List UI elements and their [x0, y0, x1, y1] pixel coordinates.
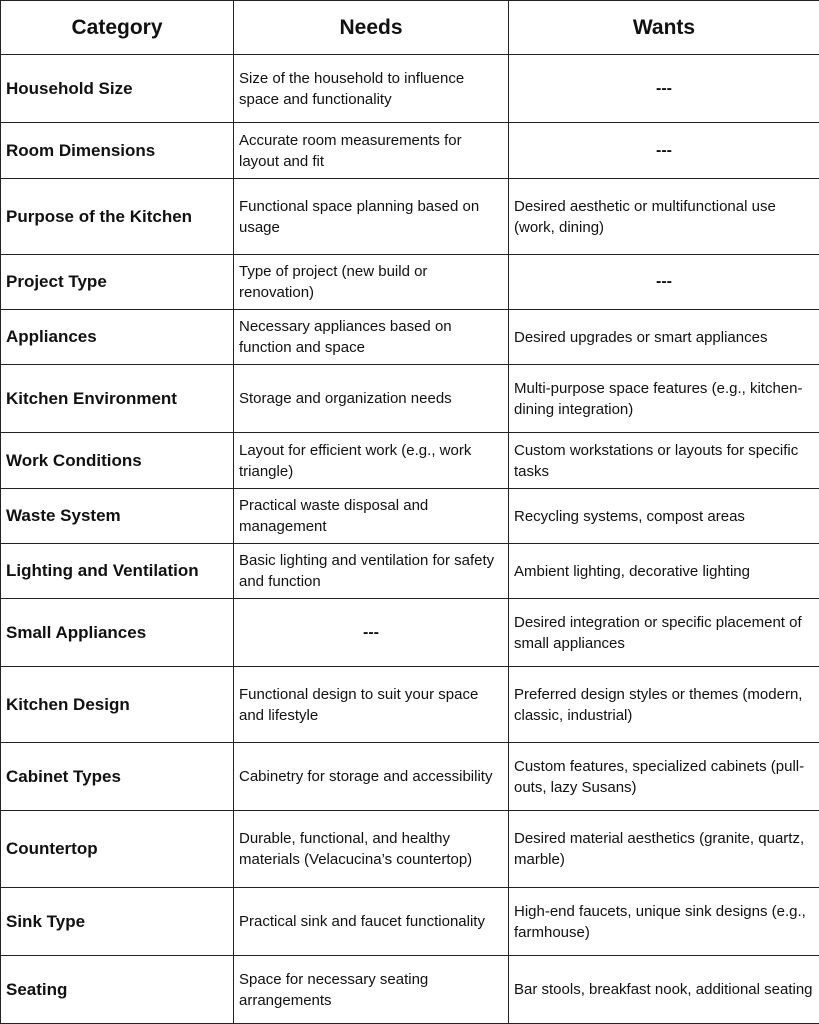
wants-cell: Preferred design styles or themes (modern, classic, industrial)	[509, 667, 819, 743]
needs-cell: Basic lighting and ventilation for safety and function	[234, 544, 509, 599]
needs-cell: Practical sink and faucet functionality	[234, 888, 509, 956]
table-row	[1, 433, 819, 489]
table-row	[1, 179, 819, 255]
header-wants: Wants	[509, 1, 819, 55]
wants-cell: ---	[509, 123, 819, 179]
table-row	[1, 956, 819, 1024]
table-row	[1, 544, 819, 599]
wants-cell: ---	[509, 55, 819, 123]
category-cell: Sink Type	[1, 888, 234, 956]
category-cell: Work Conditions	[1, 433, 234, 489]
wants-cell: Multi-purpose space features (e.g., kitchen-dining integration)	[509, 365, 819, 433]
table-row	[1, 255, 819, 310]
table-row	[1, 489, 819, 544]
table-row	[1, 310, 819, 365]
wants-cell: Ambient lighting, decorative lighting	[509, 544, 819, 599]
category-cell: Household Size	[1, 55, 234, 123]
needs-cell: Storage and organization needs	[234, 365, 509, 433]
category-cell: Kitchen Design	[1, 667, 234, 743]
wants-cell: Custom workstations or layouts for specific tasks	[509, 433, 819, 489]
table-row	[1, 365, 819, 433]
category-cell: Countertop	[1, 811, 234, 888]
category-cell: Lighting and Ventilation	[1, 544, 234, 599]
wants-cell: Bar stools, breakfast nook, additional seating	[509, 956, 819, 1024]
category-cell: Project Type	[1, 255, 234, 310]
wants-cell: Recycling systems, compost areas	[509, 489, 819, 544]
needs-cell: Durable, functional, and healthy materials (Velacucina’s countertop)	[234, 811, 509, 888]
table-row	[1, 667, 819, 743]
category-cell: Seating	[1, 956, 234, 1024]
wants-cell: Custom features, specialized cabinets (pull-outs, lazy Susans)	[509, 743, 819, 811]
table-row	[1, 743, 819, 811]
category-cell: Small Appliances	[1, 599, 234, 667]
category-cell: Purpose of the Kitchen	[1, 179, 234, 255]
header-category: Category	[1, 1, 234, 55]
wants-cell: High-end faucets, unique sink designs (e.g., farmhouse)	[509, 888, 819, 956]
needs-cell: Functional space planning based on usage	[234, 179, 509, 255]
wants-cell: Desired integration or specific placement of small appliances	[509, 599, 819, 667]
category-cell: Waste System	[1, 489, 234, 544]
needs-cell: ---	[234, 599, 509, 667]
wants-cell: Desired aesthetic or multifunctional use (work, dining)	[509, 179, 819, 255]
table-row	[1, 811, 819, 888]
category-cell: Appliances	[1, 310, 234, 365]
category-cell: Kitchen Environment	[1, 365, 234, 433]
header-needs: Needs	[234, 1, 509, 55]
needs-cell: Necessary appliances based on function and space	[234, 310, 509, 365]
needs-cell: Space for necessary seating arrangements	[234, 956, 509, 1024]
wants-cell: Desired material aesthetics (granite, quartz, marble)	[509, 811, 819, 888]
table-row	[1, 888, 819, 956]
needs-cell: Cabinetry for storage and accessibility	[234, 743, 509, 811]
needs-cell: Type of project (new build or renovation)	[234, 255, 509, 310]
needs-cell: Practical waste disposal and management	[234, 489, 509, 544]
wants-cell: Desired upgrades or smart appliances	[509, 310, 819, 365]
needs-cell: Layout for efficient work (e.g., work triangle)	[234, 433, 509, 489]
header-row	[1, 1, 819, 55]
needs-cell: Size of the household to influence space and functionality	[234, 55, 509, 123]
table-row	[1, 55, 819, 123]
category-cell: Cabinet Types	[1, 743, 234, 811]
table-row	[1, 599, 819, 667]
category-cell: Room Dimensions	[1, 123, 234, 179]
needs-cell: Functional design to suit your space and lifestyle	[234, 667, 509, 743]
table-row	[1, 123, 819, 179]
wants-cell: ---	[509, 255, 819, 310]
needs-cell: Accurate room measurements for layout and fit	[234, 123, 509, 179]
